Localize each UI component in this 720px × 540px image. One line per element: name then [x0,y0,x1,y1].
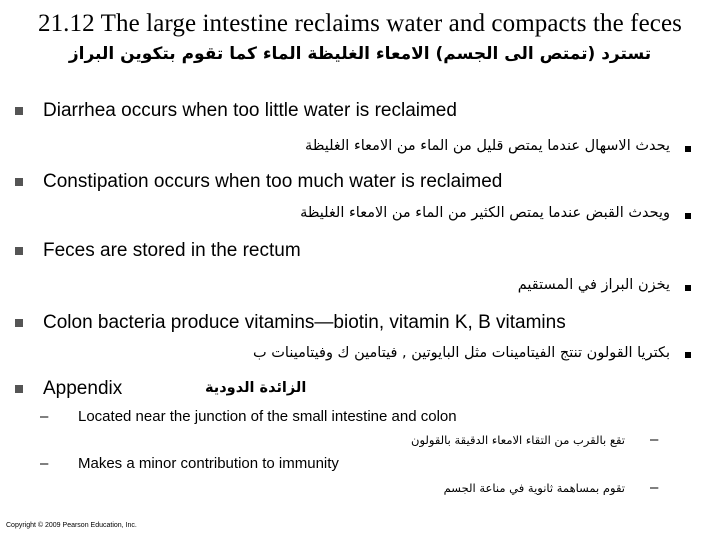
bullet-text-appendix: Appendix [43,378,123,399]
slide-title-arabic: تسترد (تمتص الى الجسم) الامعاء الغليظة الماء كما تقوم بتكوين البراز [68,44,652,64]
arabic-bullet-icon [685,285,691,291]
bullet-arabic-diarrhea: يحدث الاسهال عندما يمتص قليل من الماء من الامعاء الغليظة [305,138,670,154]
bullet-square-icon [15,319,23,327]
bullet-square-icon [15,247,23,255]
bullet-arabic-constipation: ويحدث القبض عندما يمتص الكثير من الماء من الامعاء الغليظة [300,205,670,221]
sub-bullet-dash: – [650,431,659,448]
sub-bullet-arabic-immunity: تقوم بمساهمة ثانوية في مناعة الجسم [443,481,625,495]
bullet-text-feces: Feces are stored in the rectum [43,240,301,261]
bullet-text-colon-bacteria: Colon bacteria produce vitamins—biotin, vitamin K, B vitamins [43,312,566,333]
sub-bullet-dash: – [40,455,49,472]
bullet-square-icon [15,385,23,393]
arabic-bullet-icon [685,213,691,219]
sub-bullet-text-location: Located near the junction of the small intestine and colon [78,408,457,425]
bullet-arabic-feces: يخزن البراز في المستقيم [517,277,670,293]
bullet-arabic-colon-bacteria: بكتريا القولون تنتج الفيتامينات مثل البايوتين , فيتامين ك وفيتامينات ب [253,345,670,361]
bullet-square-icon [15,178,23,186]
arabic-bullet-icon [685,146,691,152]
copyright-notice: Copyright © 2009 Pearson Education, Inc. [6,522,137,529]
sub-bullet-dash: – [650,479,659,496]
bullet-text-constipation: Constipation occurs when too much water is reclaimed [43,171,503,192]
arabic-bullet-icon [685,352,691,358]
sub-bullet-text-immunity: Makes a minor contribution to immunity [78,455,339,472]
sub-bullet-dash: – [40,408,49,425]
slide-title: 21.12 The large intestine reclaims water and compacts the feces [37,10,683,37]
bullet-arabic-appendix: الزائدة الدودية [205,380,307,396]
bullet-square-icon [15,107,23,115]
sub-bullet-arabic-location: تقع بالقرب من التقاء الامعاء الدقيقة بالقولون [411,433,625,447]
bullet-text-diarrhea: Diarrhea occurs when too little water is reclaimed [43,100,457,121]
